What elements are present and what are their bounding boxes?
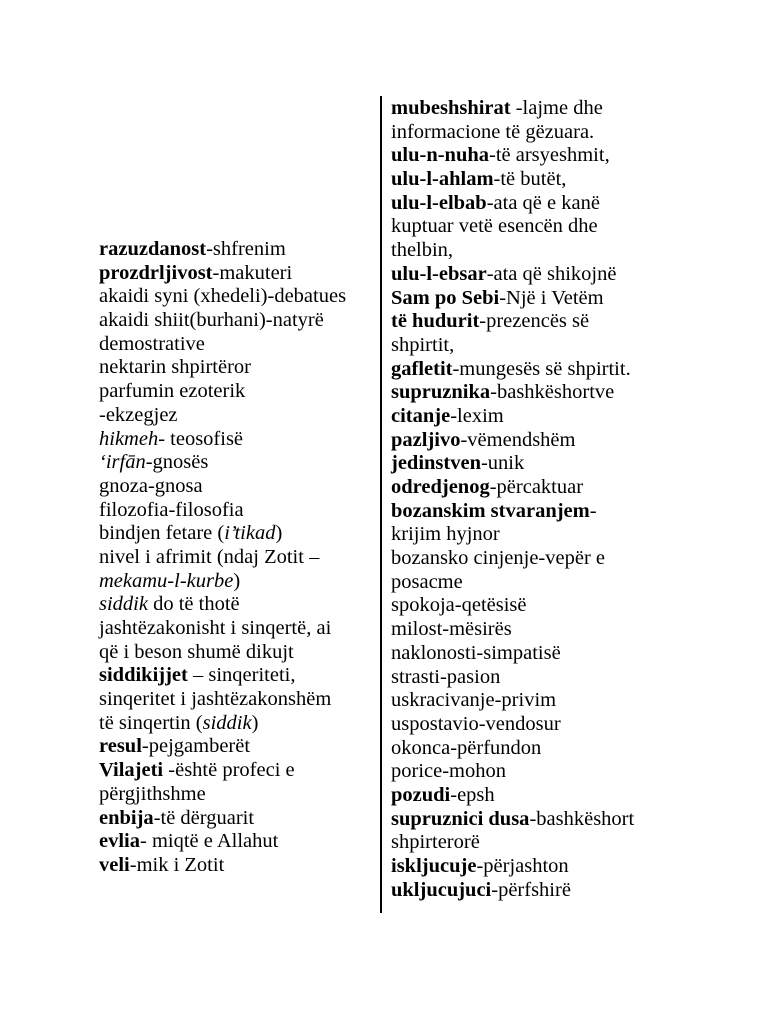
text-line [99, 735, 346, 759]
text-run: jashtëzakonisht i sinqertë, ai [99, 617, 332, 639]
text-line [391, 618, 634, 642]
term-bold: supruznici dusa [391, 807, 530, 830]
text-line [99, 404, 346, 428]
text-run: -unik [480, 452, 525, 475]
text-line [391, 500, 634, 524]
text-run: -ata që e kanë [486, 191, 600, 214]
text-line [99, 664, 346, 688]
text-run: porice-mohon [391, 760, 506, 783]
text-line [391, 594, 634, 618]
term-bold: resul [99, 735, 142, 758]
text-run: përgjithshme [99, 782, 206, 805]
text-line [99, 285, 346, 309]
text-line [391, 192, 634, 216]
text-run: filozofia-filosofia [99, 498, 244, 521]
text-line [99, 688, 346, 712]
term-bold: evlia [99, 830, 140, 853]
text-line [99, 333, 346, 357]
text-run: -prezencës së [479, 310, 590, 333]
text-run: -gnosës [145, 451, 209, 474]
text-line [99, 262, 346, 286]
text-line [391, 263, 634, 287]
term-italic: ‘irfān [99, 451, 146, 474]
text-run: -vëmendshëm [460, 428, 576, 451]
text-run: -është profeci e [163, 759, 295, 782]
text-run: - [589, 499, 597, 522]
text-run: nivel i afrimit (ndaj Zotit – [99, 545, 320, 568]
term-bold: jedinstven [391, 452, 481, 475]
text-line [391, 358, 634, 382]
text-run: -Një i Vetëm [499, 286, 604, 309]
text-line [391, 713, 634, 737]
term-bold: supruznika [391, 381, 491, 404]
text-run: bozansko cinjenje-vepër e [391, 547, 606, 570]
text-line [391, 476, 634, 500]
text-run: nektarin shpirtëror [99, 356, 251, 379]
text-line [99, 593, 346, 617]
text-line [99, 617, 346, 641]
text-run: milost-mësirës [391, 618, 512, 641]
text-run: -përfshirë [491, 878, 571, 901]
text-line [391, 523, 634, 547]
text-line [391, 571, 634, 595]
text-line [391, 381, 634, 405]
text-line [99, 309, 346, 333]
text-run: që i beson shumë dikujt [99, 640, 294, 663]
text-line [99, 356, 346, 380]
text-run: -lajme dhe [510, 97, 603, 119]
term-bold: ulu-l-ebsar [391, 262, 487, 285]
text-run: parfumin ezoterik [99, 380, 246, 403]
term-bold: iskljucuje [391, 855, 477, 877]
text-line [391, 808, 634, 832]
text-run: -të dërguarit [153, 806, 255, 829]
text-run: -pejgamberët [141, 735, 251, 758]
text-run: ) [233, 569, 241, 592]
term-bold: ulu-n-nuha [391, 144, 490, 167]
text-run: ) [275, 522, 283, 545]
text-line [99, 475, 346, 499]
text-run: -përcaktuar [489, 476, 584, 498]
text-run: -mungesës së shpirtit. [452, 357, 631, 380]
text-run: sinqeritet i jashtëzakonshëm [99, 688, 332, 711]
term-bold: ulu-l-ahlam [391, 168, 494, 191]
text-run: okonca-përfundon [391, 736, 542, 759]
text-line [391, 429, 634, 453]
text-line [391, 784, 634, 808]
term-bold: odredjenog [391, 476, 490, 498]
term-bold: gafletit [391, 357, 453, 380]
term-bold: mubeshshirat [391, 97, 511, 119]
text-run: akaidi shiit(burhani)-natyrë [99, 309, 324, 332]
text-line [99, 570, 346, 594]
text-run: uspostavio-vendosur [391, 712, 561, 735]
text-run: -bashkëshort [529, 807, 635, 830]
term-bold: pazljivo [391, 428, 461, 451]
text-run: naklonosti-simpatisë [391, 641, 561, 664]
text-run: krijim hyjnor [391, 523, 500, 546]
text-line [391, 879, 634, 903]
text-line [391, 144, 634, 168]
term-bold: pozudi [391, 783, 451, 806]
text-line [391, 855, 634, 879]
text-run: ) [251, 711, 259, 734]
text-run: të sinqertin ( [99, 711, 203, 734]
term-bold: enbija [99, 806, 154, 829]
text-line [391, 452, 634, 476]
text-run: -mik i Zotit [129, 853, 225, 876]
term-italic: mekamu-l-kurbe [99, 569, 234, 592]
text-line [391, 168, 634, 192]
text-run: -epsh [450, 783, 495, 806]
text-run: -lexim [450, 404, 504, 427]
term-bold: ukljucujuci [391, 878, 492, 901]
text-run: akaidi syni (xhedeli)-debatues [99, 285, 347, 308]
text-line [391, 310, 634, 334]
text-line [99, 783, 346, 807]
term-bold: të hudurit [391, 310, 480, 333]
text-run: -bashkëshortve [490, 381, 615, 404]
text-line [391, 215, 634, 239]
text-run: - teosofisë [158, 427, 244, 450]
text-run: -shfrenim [206, 238, 286, 260]
term-bold: veli [99, 853, 130, 876]
term-italic: siddik [202, 711, 252, 734]
text-line [391, 239, 634, 263]
text-run: -përjashton [476, 855, 569, 877]
text-run: -ekzegjez [99, 403, 178, 426]
right-column [391, 97, 634, 902]
text-run: -të arsyeshmit, [489, 144, 610, 167]
text-run: posacme [391, 570, 463, 593]
text-line [99, 499, 346, 523]
term-bold: Vilajeti [99, 759, 164, 782]
text-run: - miqtë e Allahut [140, 830, 279, 853]
text-line [391, 97, 634, 121]
text-line [391, 547, 634, 571]
text-run: gnoza-gnosa [99, 474, 203, 497]
text-run: bindjen fetare ( [99, 522, 225, 545]
text-line [99, 451, 346, 475]
text-run: -të butët, [493, 168, 567, 191]
text-line [99, 380, 346, 404]
term-bold: bozanskim stvaranjem [391, 499, 590, 522]
text-line [391, 689, 634, 713]
text-run: shpirtit, [391, 333, 455, 356]
text-run: demostrative [99, 332, 205, 355]
text-line [99, 428, 346, 452]
text-run: spokoja-qetësisë [391, 594, 527, 617]
text-line [99, 641, 346, 665]
text-line [391, 642, 634, 666]
text-run: do të thotë [147, 593, 240, 616]
text-line [99, 238, 346, 262]
text-line [99, 522, 346, 546]
text-line [391, 760, 634, 784]
text-run: shpirterorë [391, 831, 480, 854]
term-italic: siddik [99, 593, 148, 616]
text-run: thelbin, [391, 239, 454, 262]
text-line [391, 121, 634, 145]
text-line [391, 831, 634, 855]
term-bold: prozdrljivost [99, 261, 213, 284]
term-bold: siddikijjet [99, 664, 188, 687]
term-italic: hikmeh [99, 427, 159, 450]
text-line [99, 807, 346, 831]
text-line [391, 334, 634, 358]
text-line [99, 546, 346, 570]
text-line [99, 830, 346, 854]
left-column [99, 238, 346, 878]
term-bold: ulu-l-elbab [391, 191, 487, 214]
term-bold: citanje [391, 404, 451, 427]
text-line [391, 666, 634, 690]
term-italic: i’tikad [224, 522, 276, 545]
text-run: -ata që shikojnë [486, 262, 617, 285]
text-line [99, 712, 346, 736]
text-run: kuptuar vetë esencën dhe [391, 215, 598, 238]
term-bold: razuzdanost [99, 238, 207, 260]
text-run: -makuteri [212, 261, 293, 284]
text-run: informacione të gëzuara. [391, 120, 595, 143]
text-line [99, 854, 346, 878]
text-line [391, 287, 634, 311]
text-run: – sinqeriteti, [187, 664, 296, 687]
text-run: uskracivanje-privim [391, 689, 557, 712]
term-bold: Sam po Sebi [391, 286, 500, 309]
text-run: strasti-pasion [391, 665, 501, 688]
text-line [99, 759, 346, 783]
text-line [391, 405, 634, 429]
column-divider [380, 96, 382, 913]
text-line [391, 737, 634, 761]
